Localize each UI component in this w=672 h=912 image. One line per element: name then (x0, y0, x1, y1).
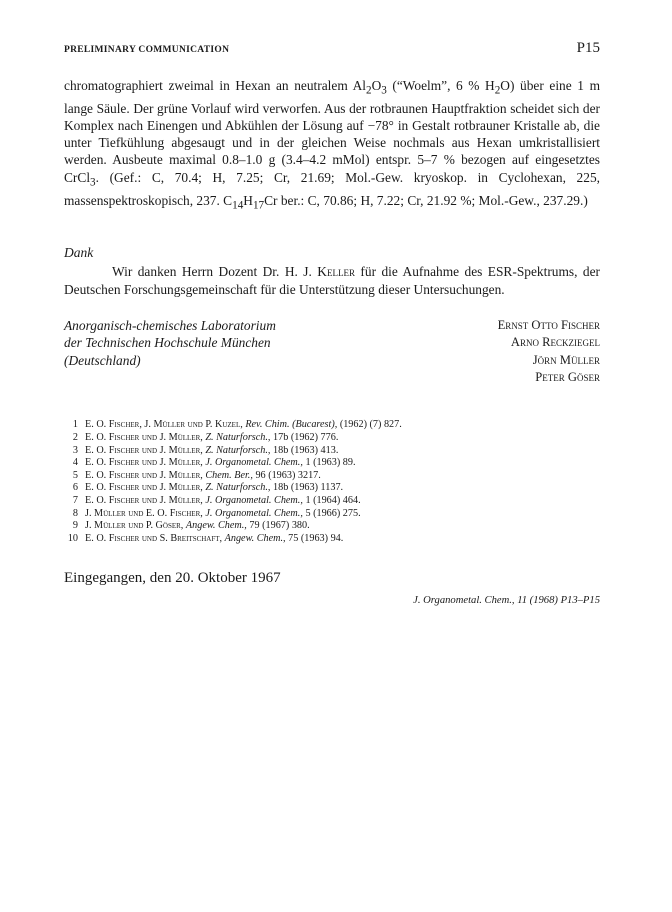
acknowledgement-text: Wir danken Herrn Dozent Dr. H. J. Keller für die Aufnahme des ESR-Spektrums, der Deutschen Forschungsgemeinschaft für die Unterstützung dieser Untersuchungen. (64, 264, 601, 297)
body-paragraph: chromatographiert zweimal in Hexan an neutralem $Al_2O_3$ (“Woelm”, 6 % $H_2O$) über eine 1 m lange Säule. Der grüne Vorlauf wird verworfen. Aus der rotbraunen Hauptfraktion scheidet sich der Komplex nach Einengen und Abkühlen der Lösung auf −78° in Gestalt rotbrauner Kristalle ab, die unter Tiefkühlung abgesaugt und in der gleichen Weise nochmals aus Hexan umkristallisiert werden. Ausbeute maximal 0.8–1.0 g (3.4–4.2 mMol) entspr. 5–7 % bezogen auf eingesetztes CrCl$_3$. (Gef.: C, 70.4; H, 7.25; Cr, 21.69; Mol.-Gew. kryoskop. in Cyclohexan, 225, massenspektroskopisch, 237. $C_{14}H_{17}Cr$ ber.: C, 70.86; H, 7.22; Cr, 21.92 %; Mol.-Gew., 237.29.) (64, 78, 600, 212)
author: Arno Reckziegel (510, 335, 600, 350)
journal-citation: J. Organometal. Chem., 11 (1968) P13–P15 (413, 595, 600, 607)
reference-item: 9 J. Müller und P. Göser, Angew. Chem., 79 (1967) 380. (72, 520, 310, 532)
author: Peter Göser (535, 370, 600, 385)
page-number: P15 (576, 40, 600, 56)
reference-item: 8 J. Müller und E. O. Fischer, J. Organometal. Chem., 5 (1966) 275. (72, 507, 361, 519)
affiliation-block (64, 317, 600, 387)
reference-item: 5 E. O. Fischer und J. Müller, Chem. Ber., 96 (1963) 3217. (72, 469, 321, 481)
author: Ernst Otto Fischer (497, 317, 600, 332)
reference-item: 1 E. O. Fischer, J. Müller und P. Kuzel, Rev. Chim. (Bucarest), (1962) (7) 827. (72, 419, 402, 431)
running-title: PRELIMINARY COMMUNICATION (64, 45, 230, 55)
author: Jörn Müller (532, 352, 600, 367)
reference-item: 7 E. O. Fischer und J. Müller, J. Organometal. Chem., 1 (1964) 464. (72, 495, 361, 507)
reference-item: 3 E. O. Fischer und J. Müller, Z. Naturforsch., 18b (1963) 413. (72, 444, 339, 456)
reference-item: 2 E. O. Fischer und J. Müller, Z. Naturforsch., 17b (1962) 776. (72, 432, 339, 444)
affiliation: Anorganisch-chemisches Laboratorium der Technischen Hochschule München (Deutschland) (64, 317, 276, 368)
page-header (64, 40, 600, 57)
reference-item: 4 E. O. Fischer und J. Müller, J. Organometal. Chem., 1 (1963) 89. (72, 457, 356, 469)
reference-item: 6 E. O. Fischer und J. Müller, Z. Naturforsch., 18b (1963) 1137. (72, 482, 344, 494)
reference-item: 10 E. O. Fischer und S. Breitschaft, Angew. Chem., 75 (1963) 94. (67, 532, 344, 544)
received-date: Eingegangen, den 20. Oktober 1967 (64, 570, 281, 587)
page (64, 40, 600, 606)
author-list (498, 317, 600, 387)
acknowledgement-heading: Dank (64, 245, 94, 261)
reference-list (64, 419, 600, 545)
